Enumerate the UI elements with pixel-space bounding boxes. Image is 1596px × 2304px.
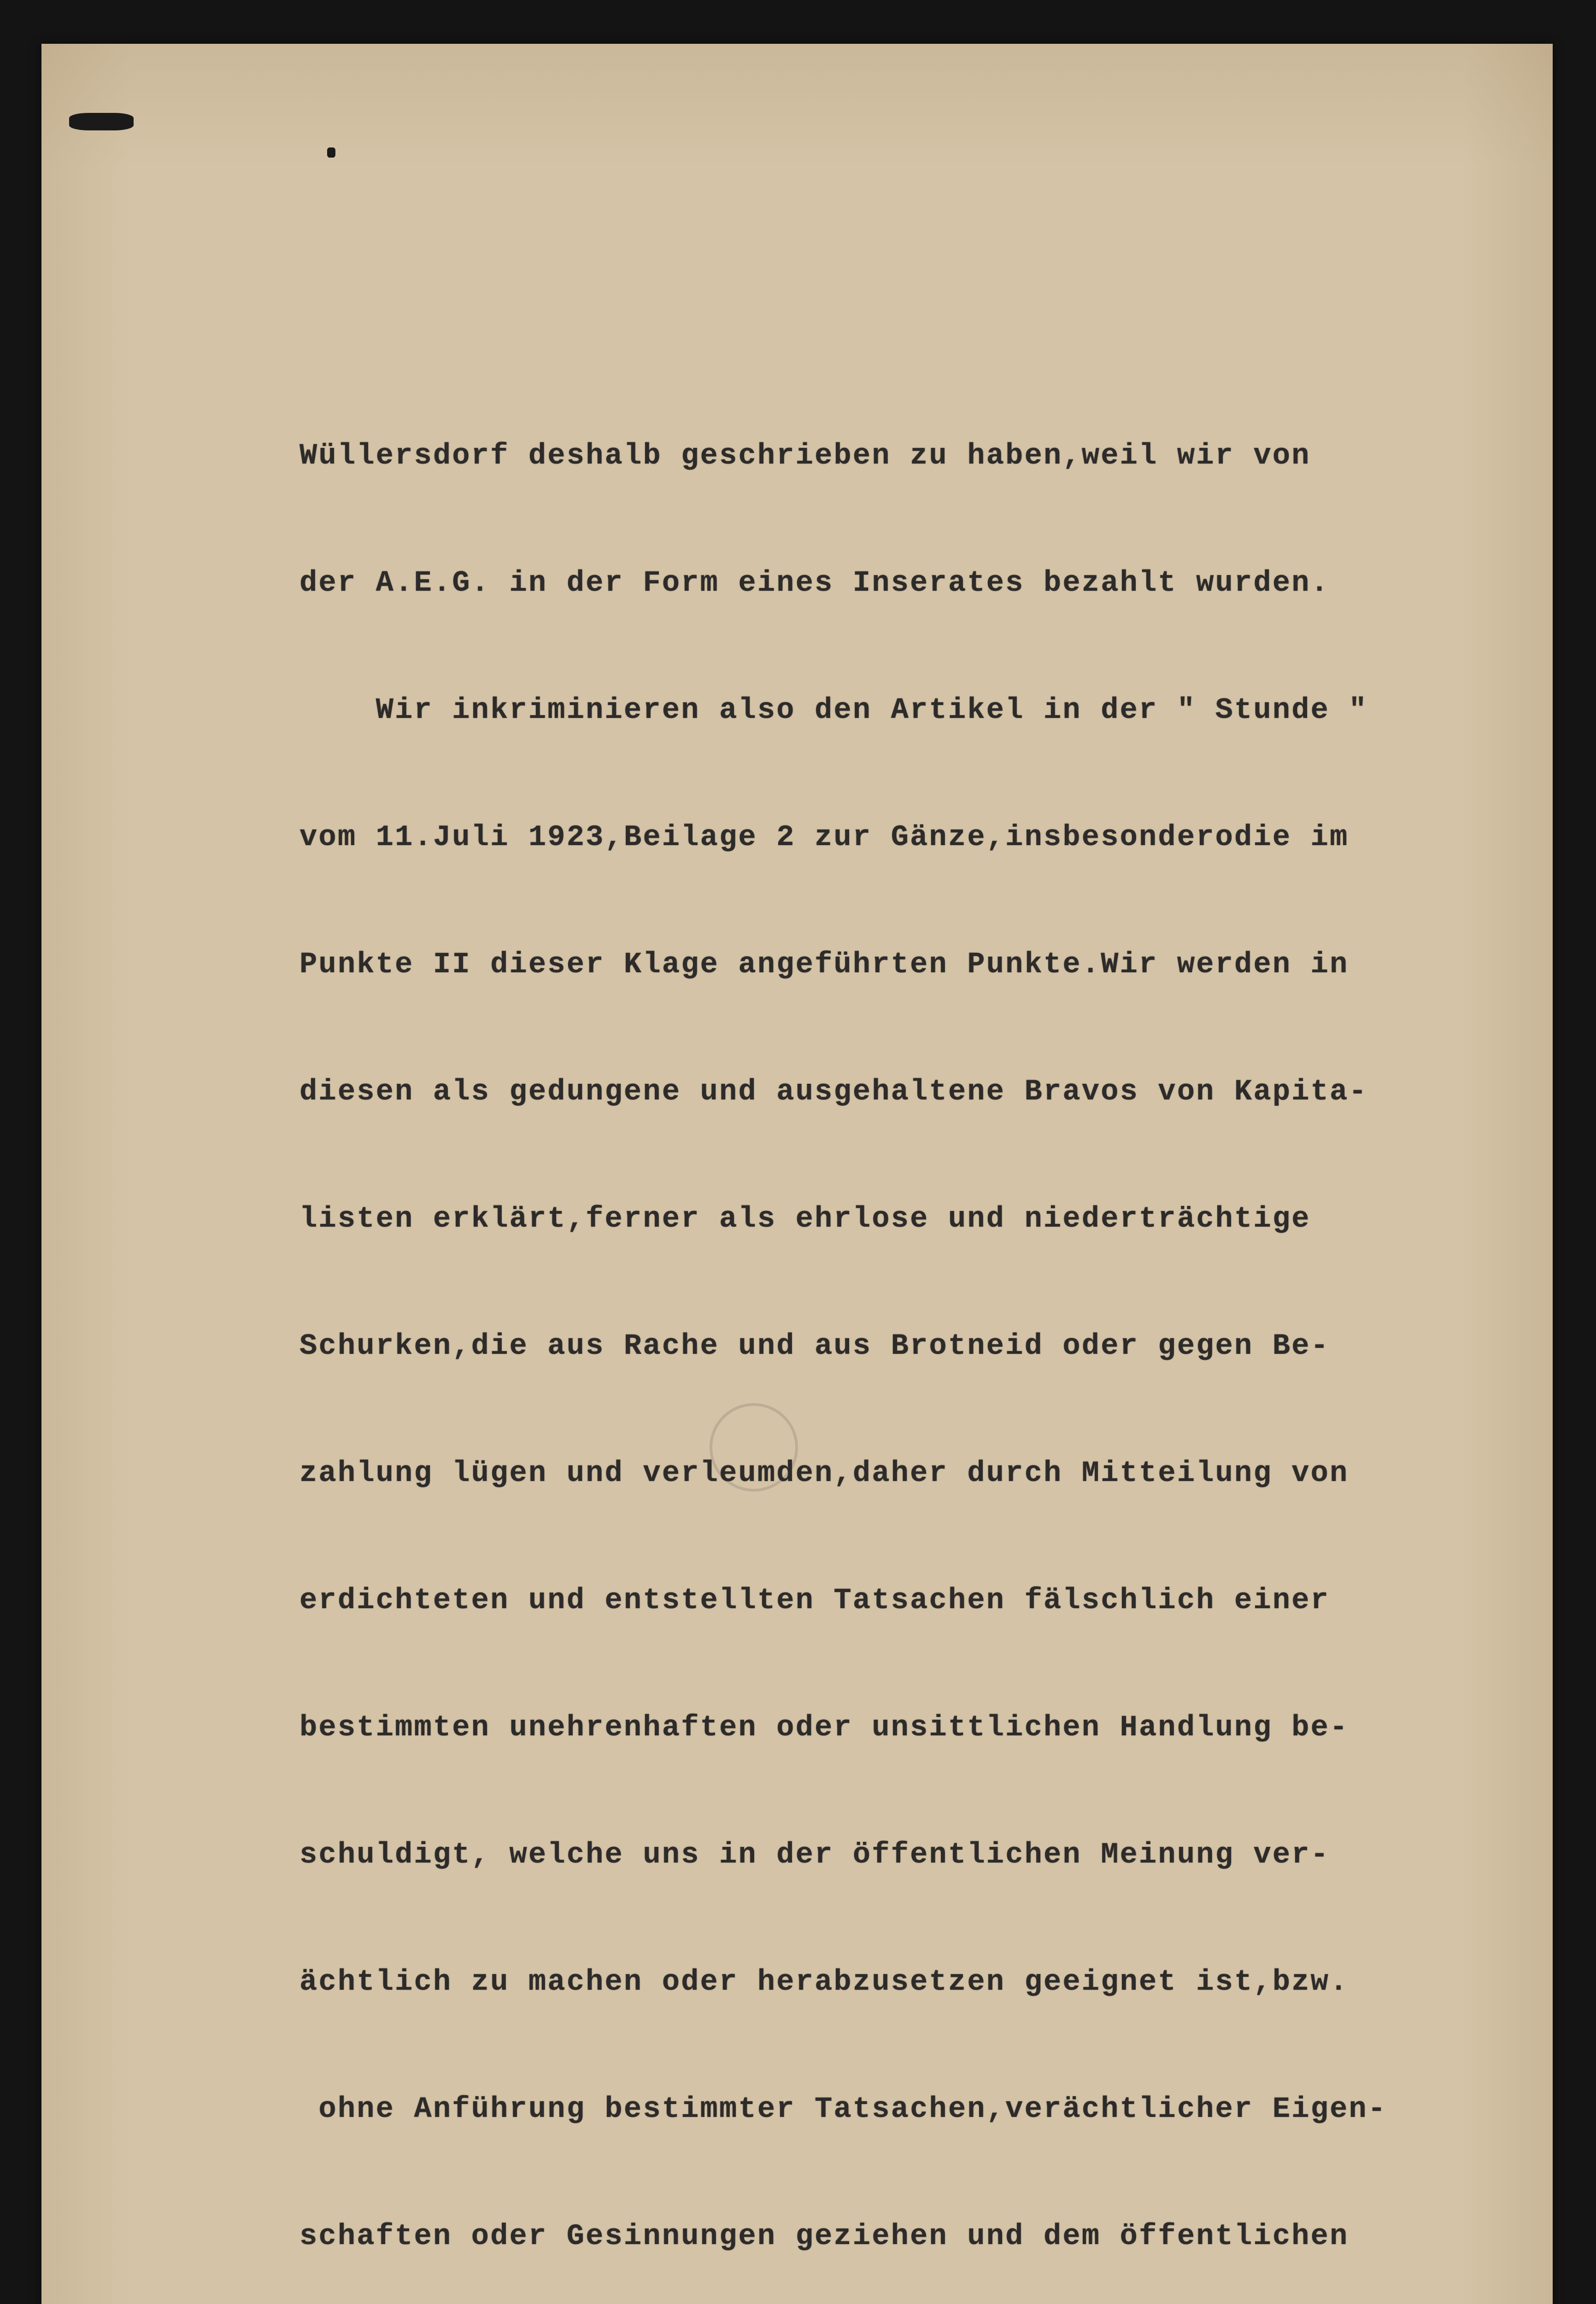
text-line: der A.E.G. in der Form eines Inserates bezahlt wurden. [299,567,1330,600]
text-line: Punkte II dieser Klage angeführten Punkte.Wir werden in [299,948,1349,982]
text-line: zahlung lügen und verleumden,daher durch Mitteilung von [299,1457,1349,1490]
document-body [299,359,1543,2304]
text-line: ohne Anführung bestimmter Tatsachen,verächtlicher Eigen- [299,2093,1387,2126]
text-line: Schurken,die aus Rache und aus Brotneid oder gegen Be- [299,1330,1330,1363]
text-line: ächtlich zu machen oder herabzusetzen geeignet ist,bzw. [299,1966,1349,1999]
ink-dot-mark [327,147,335,158]
text-line: listen erklärt,ferner als ehrlose und niederträchtige [299,1203,1311,1236]
text-line: bestimmten unehrenhaften oder unsittlichen Handlung be- [299,1711,1349,1745]
text-line: diesen als gedungene und ausgehaltene Bravos von Kapita- [299,1076,1368,1109]
text-line: schaften oder Gesinnungen geziehen und dem öffentlichen [299,2220,1349,2253]
ink-blot-mark [69,113,134,130]
text-line: schuldigt, welche uns in der öffentlichen Meinung ver- [299,1839,1330,1872]
text-line: vom 11.Juli 1923,Beilage 2 zur Gänze,insbesonderodie im [299,821,1349,854]
text-line: Wir inkriminieren also den Artikel in der " Stunde " [299,694,1368,727]
text-line: Wüllersdorf deshalb geschrieben zu haben,weil wir von [299,440,1311,473]
text-line: erdichteten und entstellten Tatsachen fälschlich einer [299,1584,1330,1617]
